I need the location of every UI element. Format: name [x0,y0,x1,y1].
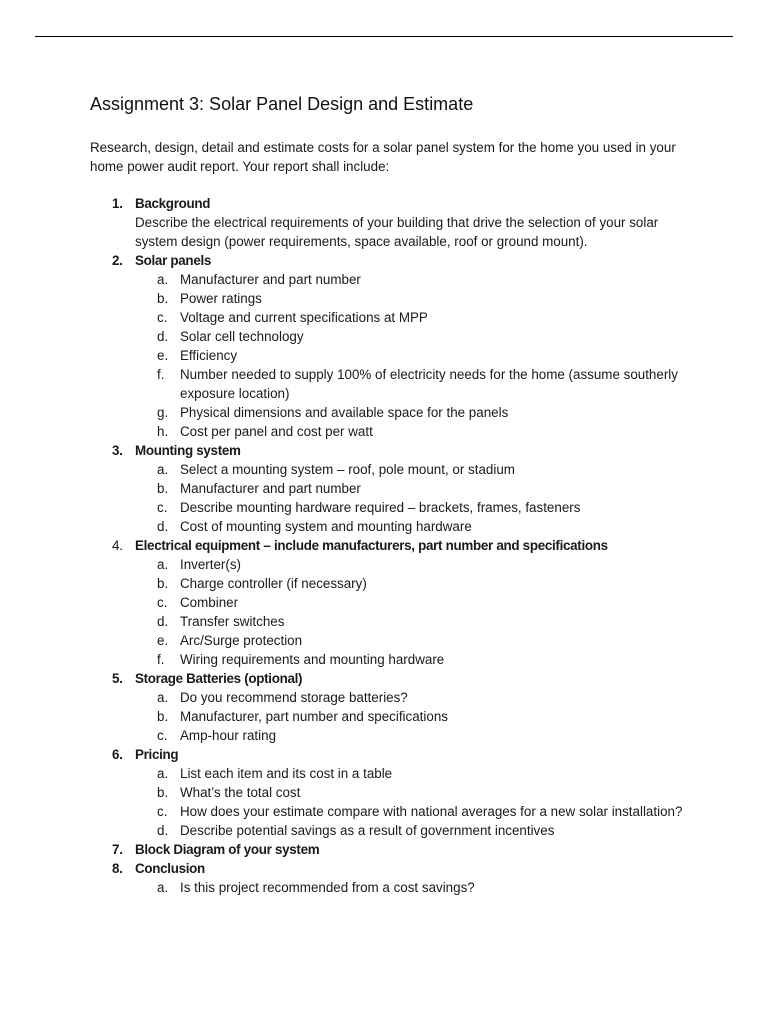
item-letter: b. [157,576,169,591]
sub-list [135,555,690,669]
section-block-diagram [90,840,690,859]
item-text: Manufacturer and part number [180,272,361,287]
item-text: Arc/Surge protection [180,633,303,648]
list-item [135,688,690,707]
item-text: Do you recommend storage batteries? [180,690,408,705]
item-letter: f. [157,652,165,667]
section-title: Conclusion [135,861,205,876]
item-text: Describe potential savings as a result of government incentives [180,823,555,838]
section-background [90,194,690,251]
item-text: Transfer switches [180,614,285,629]
section-solar-panels [90,251,690,441]
list-item [135,289,690,308]
item-text: What’s the total cost [180,785,301,800]
item-text: Manufacturer, part number and specifications [180,709,448,724]
list-item [135,764,690,783]
item-letter: h. [157,424,169,439]
item-text: Voltage and current specifications at MPP [180,310,428,325]
item-letter: b. [157,481,169,496]
item-letter: a. [157,272,169,287]
section-title: Pricing [135,747,179,762]
sub-list [135,460,690,536]
item-letter: g. [157,405,169,420]
item-text: List each item and its cost in a table [180,766,393,781]
item-text: Power ratings [180,291,262,306]
item-text: Is this project recommended from a cost savings? [180,880,475,895]
list-item [135,631,690,650]
section-conclusion [90,859,690,897]
section-number: 2. [112,253,123,268]
item-text: Amp-hour rating [180,728,277,743]
section-number: 5. [112,671,123,686]
sub-list [135,270,690,441]
list-item [135,650,690,669]
list-item [135,707,690,726]
list-item [135,308,690,327]
section-number: 8. [112,861,123,876]
item-text: Cost per panel and cost per watt [180,424,373,439]
item-letter: a. [157,462,169,477]
list-item [135,726,690,745]
list-item [135,593,690,612]
list-item [135,365,690,403]
requirements-list [90,194,690,897]
list-item [135,612,690,631]
list-item [135,555,690,574]
item-text: Select a mounting system – roof, pole mount, or stadium [180,462,515,477]
item-letter: b. [157,785,169,800]
list-item [135,878,690,897]
item-text: Number needed to supply 100% of electricity needs for the home (assume southerly exposure location) [180,367,678,401]
sub-list [135,688,690,745]
section-title: Background [135,196,211,211]
section-storage-batteries [90,669,690,745]
item-text: Charge controller (if necessary) [180,576,367,591]
header-rule [35,36,733,37]
document-title: Assignment 3: Solar Panel Design and Estimate [90,94,474,114]
section-number: 7. [112,842,123,857]
item-letter: a. [157,690,169,705]
item-letter: a. [157,766,169,781]
item-letter: b. [157,709,169,724]
item-text: How does your estimate compare with national averages for a new solar installation? [180,804,683,819]
list-item [135,346,690,365]
item-text: Manufacturer and part number [180,481,361,496]
item-text: Combiner [180,595,239,610]
item-text: Describe mounting hardware required – brackets, frames, fasteners [180,500,581,515]
item-letter: c. [157,310,168,325]
intro-paragraph: Research, design, detail and estimate costs for a solar panel system for the home you used in your home power audit report. Your report shall include: [90,140,676,174]
section-number: 6. [112,747,123,762]
list-item [135,498,690,517]
list-item [135,460,690,479]
list-item [135,479,690,498]
section-description: Describe the electrical requirements of your building that drive the selection of your solar system design (power requirements, space available, roof or ground mount). [135,215,659,249]
list-item [135,821,690,840]
item-text: Physical dimensions and available space for the panels [180,405,509,420]
item-letter: c. [157,500,168,515]
sub-list [135,764,690,840]
item-text: Solar cell technology [180,329,304,344]
item-letter: c. [157,595,168,610]
section-pricing [90,745,690,840]
section-title: Mounting system [135,443,241,458]
section-title: Storage Batteries (optional) [135,671,303,686]
list-item [135,574,690,593]
section-number: 1. [112,196,123,211]
item-letter: d. [157,519,169,534]
section-number: 4. [112,538,123,553]
item-letter: f. [157,367,165,382]
sub-list [135,878,690,897]
list-item [135,327,690,346]
section-electrical-equipment [90,536,690,669]
item-letter: d. [157,614,169,629]
list-item [135,270,690,289]
item-letter: d. [157,329,169,344]
list-item [135,802,690,821]
section-title: Block Diagram of your system [135,842,320,857]
item-letter: a. [157,557,169,572]
item-letter: b. [157,291,169,306]
item-text: Efficiency [180,348,238,363]
item-letter: e. [157,348,169,363]
item-letter: a. [157,880,169,895]
section-mounting-system [90,441,690,536]
section-title: Electrical equipment – include manufacturers, part number and specifications [135,538,608,553]
section-number: 3. [112,443,123,458]
list-item [135,422,690,441]
item-letter: c. [157,804,168,819]
item-letter: e. [157,633,169,648]
list-item [135,517,690,536]
item-text: Cost of mounting system and mounting hardware [180,519,472,534]
item-text: Wiring requirements and mounting hardware [180,652,445,667]
list-item [135,783,690,802]
list-item [135,403,690,422]
item-letter: d. [157,823,169,838]
item-letter: c. [157,728,168,743]
item-text: Inverter(s) [180,557,242,572]
section-title: Solar panels [135,253,212,268]
